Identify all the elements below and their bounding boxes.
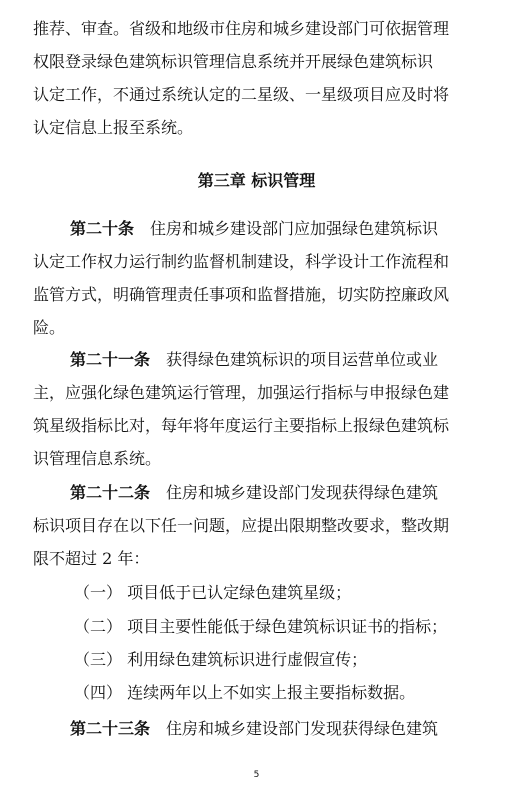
- article-20-line-3: 监管方式，明确管理责任事项和监督措施，切实防控廉政风: [33, 285, 450, 304]
- article-21: [33, 343, 481, 475]
- article-22-first-line: [33, 476, 481, 509]
- list-item-3: （三） 利用绿色建筑标识进行虚假宣传；: [74, 650, 368, 669]
- list-item-1: （一） 项目低于已认定绿色建筑星级；: [74, 583, 352, 602]
- article-22-line-2: 标识项目存在以下任一问题，应提出限期整改要求，整改期: [33, 516, 450, 535]
- intro-line-3: 认定工作，不通过系统认定的二星级、一星级项目应及时将: [33, 85, 450, 104]
- list-item-2: （二） 项目主要性能低于绿色建筑标识证书的指标；: [74, 617, 448, 636]
- article-20-label: 第二十条: [70, 219, 135, 238]
- article-23-label: 第二十三条: [70, 719, 151, 738]
- article-22: [33, 476, 481, 575]
- article-23: [33, 712, 481, 745]
- article-22-first-text: 住房和城乡建设部门发现获得绿色建筑: [150, 483, 439, 502]
- article-21-line-2: 主，应强化绿色建筑运行管理，加强运行指标与申报绿色建: [33, 383, 450, 402]
- list-item-4: （四） 连续两年以上不如实上报主要指标数据。: [74, 683, 416, 702]
- article-21-line-3: 筑星级指标比对，每年将年度运行主要指标上报绿色建筑标: [33, 416, 450, 435]
- intro-line-2: 权限登录绿色建筑标识管理信息系统并开展绿色建筑标识: [33, 52, 434, 71]
- article-22-label: 第二十二条: [70, 483, 151, 502]
- article-21-first-text: 获得绿色建筑标识的项目运营单位或业: [150, 350, 439, 369]
- article-21-first-line: [33, 343, 481, 376]
- article-20-first-text: 住房和城乡建设部门应加强绿色建筑标识: [134, 219, 439, 238]
- chapter-title: 第三章 标识管理: [197, 171, 316, 190]
- article-22-line-3: 限不超过 2 年：: [33, 549, 150, 568]
- article-20-line-2: 认定工作权力运行制约监督机制建设，科学设计工作流程和: [33, 252, 450, 271]
- intro-paragraph: [33, 12, 481, 144]
- article-20: [33, 212, 481, 344]
- article-23-first-text: 住房和城乡建设部门发现获得绿色建筑: [150, 719, 439, 738]
- intro-line-1: 推荐、审查。省级和地级市住房和城乡建设部门可依据管理: [33, 19, 450, 38]
- article-23-first-line: [33, 712, 481, 745]
- article-21-line-4: 识管理信息系统。: [33, 449, 162, 468]
- article-21-label: 第二十一条: [70, 350, 151, 369]
- article-20-first-line: [33, 212, 481, 245]
- page-number: 5: [253, 770, 260, 780]
- intro-line-4: 认定信息上报至系统。: [33, 118, 194, 137]
- article-20-line-4: 险。: [33, 318, 66, 337]
